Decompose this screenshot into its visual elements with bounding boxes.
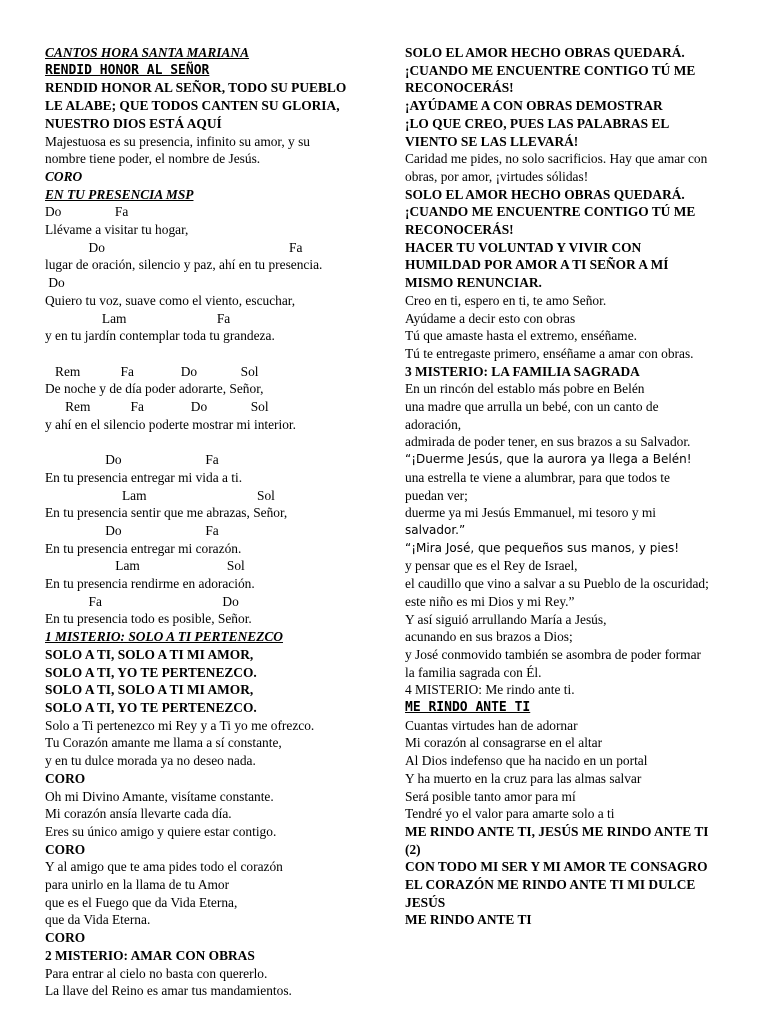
right-column-line: Al Dios indefenso que ha nacido en un portal — [405, 753, 648, 769]
right-column-line: Tú te entregaste primero, enséñame a amar con obras. — [405, 345, 694, 361]
left-column-line: CORO — [45, 168, 83, 184]
right-column-line: MISMO RENUNCIAR. — [405, 275, 542, 291]
left-column-line: nombre tiene poder, el nombre de Jesús. — [45, 151, 261, 167]
left-column-line: 1 MISTERIO: SOLO A TI PERTENEZCO — [45, 629, 283, 645]
right-column-line: “¡Duerme Jesús, que la aurora ya llega a Belén! — [405, 452, 692, 467]
left-column — [45, 44, 375, 1000]
right-column-line: SOLO EL AMOR HECHO OBRAS QUEDARÁ. — [405, 45, 685, 60]
right-column-line: puedan ver; — [405, 487, 468, 503]
left-column-line: Fa Do — [45, 593, 239, 609]
right-column-line: HUMILDAD POR AMOR A TI SEÑOR A MÍ — [405, 257, 669, 273]
right-column-line: Caridad me pides, no solo sacrificios. Hay que amar con — [405, 151, 708, 167]
right-column-line: ME RINDO ANTE TI, JESÚS ME RINDO ANTE TI — [405, 823, 709, 839]
right-column-line: RECONOCERÁS! — [405, 222, 514, 238]
left-column-line — [45, 345, 375, 363]
left-column-line: Lam Sol — [45, 487, 275, 503]
left-column-line: CORO — [45, 841, 86, 857]
left-column-line: RENDID HONOR AL SEÑOR, TODO SU PUEBLO — [45, 80, 347, 96]
left-column-line: La llave del Reino es amar tus mandamientos. — [45, 983, 292, 999]
right-column — [405, 44, 735, 929]
left-column-line: Do Fa — [45, 522, 219, 538]
right-column-line: JESÚS — [405, 894, 446, 910]
right-column-line: duerme ya mi Jesús Emmanuel, mi tesoro y mi — [405, 505, 657, 521]
left-column-line: En tu presencia rendirme en adoración. — [45, 576, 255, 592]
right-column-line: HACER TU VOLUNTAD Y VIVIR CON — [405, 239, 642, 255]
left-column-line: En tu presencia entregar mi corazón. — [45, 540, 242, 556]
left-column-line: Solo a Ti pertenezco mi Rey y a Ti yo me ofrezco. — [45, 717, 315, 733]
left-column-line: RENDID HONOR AL SEÑOR — [45, 62, 210, 78]
left-column-line: y en tu dulce morada ya no deseo nada. — [45, 753, 256, 769]
left-column-line: Do Fa — [45, 239, 303, 255]
right-column-line: En un rincón del establo más pobre en Belén — [405, 381, 645, 397]
right-column-line: Creo en ti, espero en ti, te amo Señor. — [405, 292, 607, 308]
right-column-line: obras, por amor, ¡virtudes sólidas! — [405, 168, 589, 184]
left-column-line: De noche y de día poder adorarte, Señor, — [45, 381, 264, 397]
right-column-line: una estrella te viene a alumbrar, para que todos te — [405, 469, 670, 485]
right-column-line: una madre que arrulla un bebé, con un canto de — [405, 399, 659, 415]
right-column-line: Tendré yo el valor para amarte solo a ti — [405, 806, 615, 822]
right-column-line: Tú que amaste hasta el extremo, enséñame. — [405, 328, 638, 344]
right-column-line: y José conmovido también se asombra de poder formar — [405, 646, 701, 662]
left-column-line: NUESTRO DIOS ESTÁ AQUÍ — [45, 115, 222, 131]
left-column-line: que da Vida Eterna. — [45, 912, 151, 928]
right-column-line: Cuantas virtudes han de adornar — [405, 717, 578, 733]
right-column-line: el caudillo que vino a salvar a su Pueblo de la oscuridad; — [405, 576, 709, 592]
right-column-line: Y ha muerto en la cruz para las almas salvar — [405, 770, 642, 786]
right-column-line: adoración, — [405, 416, 462, 432]
left-column-line: y en tu jardín contemplar toda tu grandeza. — [45, 328, 275, 344]
left-column-line: lugar de oración, silencio y paz, ahí en tu presencia. — [45, 257, 323, 273]
right-column-line: (2) — [405, 841, 421, 857]
left-column-line: Do — [45, 275, 65, 291]
left-column-line: Eres su único amigo y quiere estar contigo. — [45, 823, 277, 839]
right-column-line: la familia sagrada con Él. — [405, 664, 542, 680]
left-column-line: EN TU PRESENCIA MSP — [45, 186, 194, 202]
right-column-line: este niño es mi Dios y mi Rey.” — [405, 593, 575, 609]
right-column-line: Y así siguió arrullando María a Jesús, — [405, 611, 607, 627]
right-column-line: y pensar que es el Rey de Israel, — [405, 558, 578, 574]
right-column-line: VIENTO SE LAS LLEVARÁ! — [405, 133, 579, 149]
right-column-line: 4 MISTERIO: Me rindo ante ti. — [405, 682, 575, 698]
left-column-line: CANTOS HORA SANTA MARIANA — [45, 45, 250, 60]
left-column-line: Do Fa — [45, 204, 129, 220]
right-column-line: CON TODO MI SER Y MI AMOR TE CONSAGRO — [405, 859, 708, 875]
left-column-line: LE ALABE; QUE TODOS CANTEN SU GLORIA, — [45, 98, 340, 114]
right-column-line: Ayúdame a decir esto con obras — [405, 310, 576, 326]
right-column-line: ¡LO QUE CREO, PUES LAS PALABRAS EL — [405, 115, 670, 131]
left-column-line: que es el Fuego que da Vida Eterna, — [45, 894, 238, 910]
left-column-line: Majestuosa es su presencia, infinito su amor, y su — [45, 133, 310, 149]
left-column-line: 2 MISTERIO: AMAR CON OBRAS — [45, 947, 255, 963]
left-column-line: CORO — [45, 930, 86, 946]
left-column-line: Llévame a visitar tu hogar, — [45, 222, 189, 238]
left-column-line: En tu presencia todo es posible, Señor. — [45, 611, 252, 627]
right-column-line: 3 MISTERIO: LA FAMILIA SAGRADA — [405, 363, 640, 379]
left-column-line: Y al amigo que te ama pides todo el corazón — [45, 859, 283, 875]
left-column-line: En tu presencia sentir que me abrazas, Señor, — [45, 505, 288, 521]
left-column-line: Quiero tu voz, suave como el viento, escuchar, — [45, 292, 296, 308]
left-column-line: SOLO A TI, SOLO A TI MI AMOR, — [45, 682, 254, 698]
right-column-line: “¡Mira José, que pequeños sus manos, y pies! — [405, 540, 680, 555]
left-column-line — [45, 433, 375, 451]
right-column-line: Será posible tanto amor para mí — [405, 788, 576, 804]
left-column-line: SOLO A TI, SOLO A TI MI AMOR, — [45, 646, 254, 662]
left-column-line: Rem Fa Do Sol — [45, 399, 269, 415]
left-column-line: para unirlo en la llama de tu Amor — [45, 877, 230, 893]
left-column-line: Oh mi Divino Amante, visítame constante. — [45, 788, 274, 804]
left-column-line: SOLO A TI, YO TE PERTENEZCO. — [45, 699, 257, 715]
right-column-line: acunando en sus brazos a Dios; — [405, 629, 573, 645]
left-column-line: Rem Fa Do Sol — [45, 363, 259, 379]
left-column-line: En tu presencia entregar mi vida a ti. — [45, 469, 243, 485]
right-column-line: ME RINDO ANTE TI — [405, 700, 531, 716]
right-column-line: ME RINDO ANTE TI — [405, 912, 532, 928]
right-column-line: ¡CUANDO ME ENCUENTRE CONTIGO TÚ ME — [405, 204, 696, 220]
left-column-line: SOLO A TI, YO TE PERTENEZCO. — [45, 664, 257, 680]
right-column-line: salvador.” — [405, 522, 466, 537]
left-column-line: Lam Fa — [45, 310, 231, 326]
right-column-line: SOLO EL AMOR HECHO OBRAS QUEDARÁ. — [405, 186, 685, 202]
left-column-line: Lam Sol — [45, 558, 245, 574]
right-column-line: Mi corazón al consagrarse en el altar — [405, 735, 603, 751]
right-column-line: RECONOCERÁS! — [405, 80, 514, 96]
left-column-line: CORO — [45, 770, 86, 786]
right-column-line: admirada de poder tener, en sus brazos a su Salvador. — [405, 434, 691, 450]
right-column-line: ¡AYÚDAME A CON OBRAS DEMOSTRAR — [405, 98, 663, 114]
left-column-line: Tu Corazón amante me llama a sí constante, — [45, 735, 282, 751]
left-column-line: y ahí en el silencio poderte mostrar mi interior. — [45, 416, 297, 432]
right-column-line: EL CORAZÓN ME RINDO ANTE TI MI DULCE — [405, 877, 696, 893]
right-column-line: ¡CUANDO ME ENCUENTRE CONTIGO TÚ ME — [405, 62, 696, 78]
left-column-line: Do Fa — [45, 452, 219, 468]
left-column-line: Mi corazón ansía llevarte cada día. — [45, 806, 232, 822]
left-column-line: Para entrar al cielo no basta con quererlo. — [45, 965, 268, 981]
